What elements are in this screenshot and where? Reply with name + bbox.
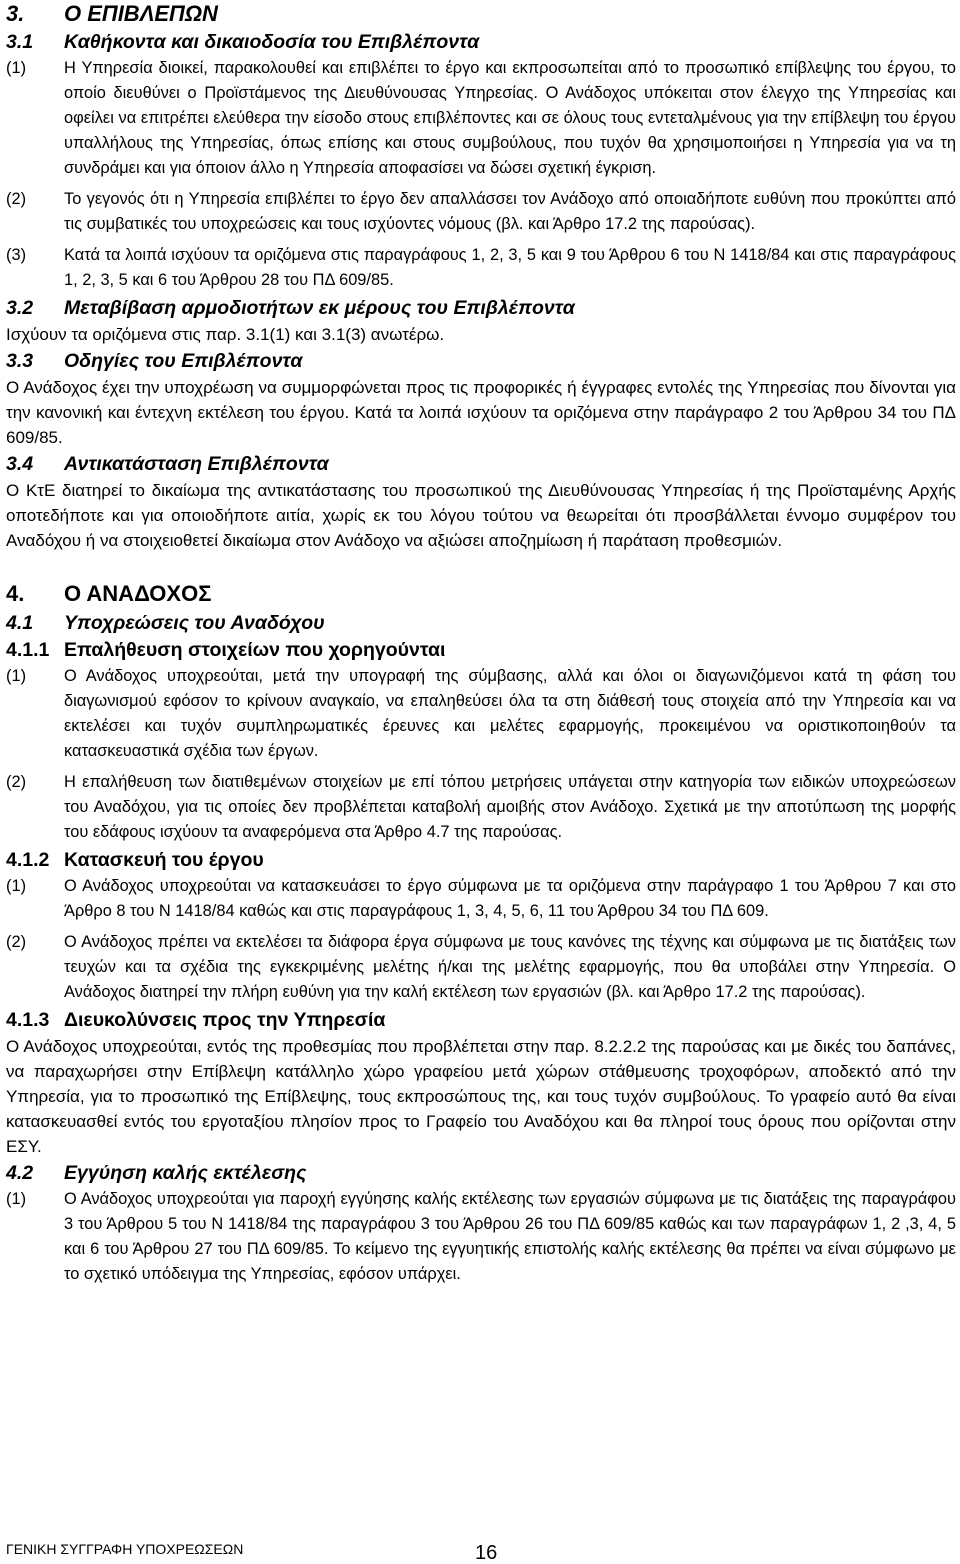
paragraph-number: (3) xyxy=(6,246,27,264)
numbered-paragraph xyxy=(6,930,956,1005)
numbered-paragraph xyxy=(6,664,956,764)
numbered-paragraph xyxy=(6,56,956,181)
body-paragraph: Ο Ανάδοχος έχει την υποχρέωση να συμμορφώνεται προς τις προφορικές ή έγγραφες εντολές της Υπηρεσίας που δίνονται για την κανονική και έντεχνη εκτέλεση του έργου. Κατά τα λοιπά ισχύουν τα οριζόμενα στην παράγραφο 2 του Άρθρου 34 του ΠΔ 609/85. xyxy=(6,378,956,447)
paragraph-number: (2) xyxy=(6,190,27,208)
paragraph-text: Το γεγονός ότι η Υπηρεσία επιβλέπει το έργο δεν απαλλάσσει τον Ανάδοχο από οποιαδήποτε ευθύνη που προκύπτει από τις συμβατικές του υποχρεώσεις και τους ισχύοντες νόμους (βλ. και Άρθρο 17.2 της παρούσας). xyxy=(64,190,956,233)
numbered-paragraph xyxy=(6,874,956,924)
numbered-paragraph xyxy=(6,187,956,237)
subsection-title: Καθήκοντα και δικαιοδοσία του Επιβλέποντα xyxy=(64,31,480,53)
subsection-4-2-heading xyxy=(6,1160,956,1187)
subsection-4-1-3-heading xyxy=(6,1007,956,1034)
subsection-number: 3.3 xyxy=(6,350,34,372)
subsection-number: 4.1.2 xyxy=(6,849,50,871)
paragraph-number: (1) xyxy=(6,667,27,685)
subsection-3-3-heading xyxy=(6,348,956,375)
page-number: 16 xyxy=(475,1542,498,1564)
subsection-4-1-1-heading xyxy=(6,637,956,664)
subsection-number: 3.2 xyxy=(6,297,34,319)
subsection-title: Επαλήθευση στοιχείων που χορηγούνται xyxy=(64,639,446,661)
body-paragraph: Ο ΚτΕ διατηρεί το δικαίωμα της αντικατάστασης του προσωπικού της Διευθύνουσας Υπηρεσίας ή της Προϊσταμένης Αρχής οποτεδήποτε και για οποιοδήποτε αιτία, χωρίς εκ του λόγου τούτου να θεωρείται ότι προσβάλλεται έννομο συμφέρον του Αναδόχου ή να στοιχειοθετεί δικαίωμα στον Ανάδοχο να αξιώσει αποζημίωση ή παράταση προθεσμιών. xyxy=(6,481,956,550)
paragraph-number: (1) xyxy=(6,1190,27,1208)
paragraph-number: (2) xyxy=(6,773,27,791)
subsection-title: Αντικατάσταση Επιβλέποντα xyxy=(64,453,329,475)
body-paragraph: Ο Ανάδοχος υποχρεούται, εντός της προθεσμίας που προβλέπεται στην παρ. 8.2.2.2 της παρούσας και με δικές του δαπάνες, να παραχωρήσει στην Επίβλεψη κατάλληλο χώρο γραφείου μετά χώρων στάθμευσης τροχοφόρων, αποδεκτό από την Υπηρεσία, για το προσωπικό της Επίβλεψης, τους εκπροσώπους της, και τους τυχόν συμβούλους. Το γραφείο αυτό θα είναι κατασκευασθεί εντός του εργοταξίου πλησίον προς το Γραφείο του Αναδόχου και θα πληροί τους όρους που ορίζονται στην ΕΣΥ. xyxy=(6,1037,956,1156)
numbered-paragraph xyxy=(6,243,956,293)
section-3-heading xyxy=(6,0,956,28)
subsection-title: Οδηγίες του Επιβλέποντα xyxy=(64,350,303,372)
footer-document-title: ΓΕΝΙΚΗ ΣΥΓΓΡΑΦΗ ΥΠΟΧΡΕΩΣΕΩΝ xyxy=(6,1541,244,1557)
section-4-heading xyxy=(6,579,956,609)
subsection-number: 4.2 xyxy=(6,1162,34,1184)
paragraph-text: Ο Ανάδοχος υποχρεούται να κατασκευάσει το έργο σύμφωνα με τα οριζόμενα στην παράγραφο 1 του Άρθρου 7 και στο Άρθρο 8 του Ν 1418/84 καθώς και στις παραγράφους 1, 3, 4, 5, 6, 11 του Άρθρου 34 του ΠΔ 609. xyxy=(64,877,956,920)
subsection-3-4-heading xyxy=(6,451,956,478)
paragraph-text: Ο Ανάδοχος πρέπει να εκτελέσει τα διάφορα έργα σύμφωνα με τους κανόνες της τέχνης και σύμφωνα με τις διατάξεις των τευχών και τα σχέδια της εγκεκριμένης μελέτης ή/και της μελέτης εφαρμογής, που θα υποβάλει στην Υπηρεσία. Ο Ανάδοχος διατηρεί την πλήρη ευθύνη για την καλή εκτέλεση των εργασιών (βλ. και Άρθρο 17.2 της παρούσας). xyxy=(64,933,956,1001)
numbered-paragraph xyxy=(6,1187,956,1287)
page-footer xyxy=(6,1536,956,1564)
paragraph-text: Κατά τα λοιπά ισχύουν τα οριζόμενα στις παραγράφους 1, 2, 3, 5 και 9 του Άρθρου 6 του Ν 1418/84 και στις παραγράφους 1, 2, 3, 5 και 6 του Άρθρου 28 του ΠΔ 609/85. xyxy=(64,246,956,289)
subsection-title: Υποχρεώσεις του Αναδόχου xyxy=(64,612,325,634)
paragraph-number: (1) xyxy=(6,877,27,895)
subsection-title: Διευκολύνσεις προς την Υπηρεσία xyxy=(64,1009,386,1031)
paragraph-text: Ο Ανάδοχος υποχρεούται, μετά την υπογραφή της σύμβασης, αλλά και όλοι οι διαγωνιζόμενοι κατά τη φάση του διαγωνισμού εφόσον το κρίνουν αναγκαίο, να επαληθεύσει όλα τα στη διάθεσή τους στοιχεία από την Υπηρεσία και να εκτελέσει και τυχόν συμπληρωματικές έρευνες και μελέτες εφαρμογής, προκειμένου να οριστικοποιηθούν τα κατασκευαστικά σχέδια των έργων. xyxy=(64,667,956,760)
subsection-3-2-heading xyxy=(6,295,956,322)
subsection-4-1-2-heading xyxy=(6,847,956,874)
subsection-title: Κατασκευή του έργου xyxy=(64,849,264,871)
document-page xyxy=(6,0,956,1293)
paragraph-text: Η επαλήθευση των διατιθεμένων στοιχείων με επί τόπου μετρήσεις υπάγεται στην κατηγορία των ειδικών υποχρεώσεων του Αναδόχου, για τις οποίες δεν προβλέπεται καταβολή αμοιβής στον Ανάδοχο. Σχετικά με την αποτύπωση της μορφής του εδάφους ισχύουν τα αναφερόμενα στα Άρθρο 4.7 της παρούσας. xyxy=(64,773,956,841)
paragraph-number: (1) xyxy=(6,59,27,77)
paragraph-text: Ο Ανάδοχος υποχρεούται για παροχή εγγύησης καλής εκτέλεσης των εργασιών σύμφωνα με τις διατάξεις της παραγράφου 3 του Άρθρου 5 του Ν 1418/84 της παραγράφου 3 του Άρθρου 26 του ΠΔ 609/85 καθώς και των παραγράφων 1, 2 ,3, 4, 5 και 6 του Άρθρου 27 του ΠΔ 609/85. Το κείμενο της εγγυητικής επιστολής καλής εκτέλεσης θα πρέπει να είναι σύμφωνο με το σχετικό υπόδειγμα της Υπηρεσίας, εφόσον υπάρχει. xyxy=(64,1190,956,1283)
subsection-number: 3.4 xyxy=(6,453,34,475)
section-title: Ο ΑΝΑΔΟΧΟΣ xyxy=(64,581,212,606)
subsection-title: Μεταβίβαση αρμοδιοτήτων εκ μέρους του Επιβλέποντα xyxy=(64,297,575,319)
section-number: 3. xyxy=(6,1,25,26)
paragraph-number: (2) xyxy=(6,933,27,951)
subsection-number: 4.1.3 xyxy=(6,1009,50,1031)
subsection-number: 4.1 xyxy=(6,612,34,634)
subsection-4-1-heading xyxy=(6,610,956,637)
paragraph-text: Η Υπηρεσία διοικεί, παρακολουθεί και επιβλέπει το έργο και εκπροσωπείται από το προσωπικό επίβλεψης του έργου, το οποίο διευθύνει ο Προϊστάμενος της Διευθύνουσας Υπηρεσίας. Ο Ανάδοχος υπόκειται στον έλεγχο της Υπηρεσίας και οφείλει να επιτρέπει ελεύθερα την είσοδο στους επιβλέποντες και σε όλους τους εντεταλμένους για την επίβλεψη του έργου υπαλλήλους της Υπηρεσίας, όπως επίσης και στους συμβούλους, που τυχόν θα χρησιμοποιήσει η Υπηρεσία για να τη συνδράμει και για όποιον άλλο η Υπηρεσία αποφασίσει να δώσει σχετική έγκριση. xyxy=(64,59,956,177)
body-paragraph: Ισχύουν τα οριζόμενα στις παρ. 3.1(1) και 3.1(3) ανωτέρω. xyxy=(6,325,445,344)
subsection-3-1-heading xyxy=(6,29,956,56)
numbered-paragraph xyxy=(6,770,956,845)
subsection-number: 4.1.1 xyxy=(6,639,50,661)
subsection-title: Εγγύηση καλής εκτέλεσης xyxy=(64,1162,307,1184)
section-number: 4. xyxy=(6,581,25,606)
section-title: Ο ΕΠΙΒΛΕΠΩΝ xyxy=(64,1,218,26)
subsection-number: 3.1 xyxy=(6,31,34,53)
